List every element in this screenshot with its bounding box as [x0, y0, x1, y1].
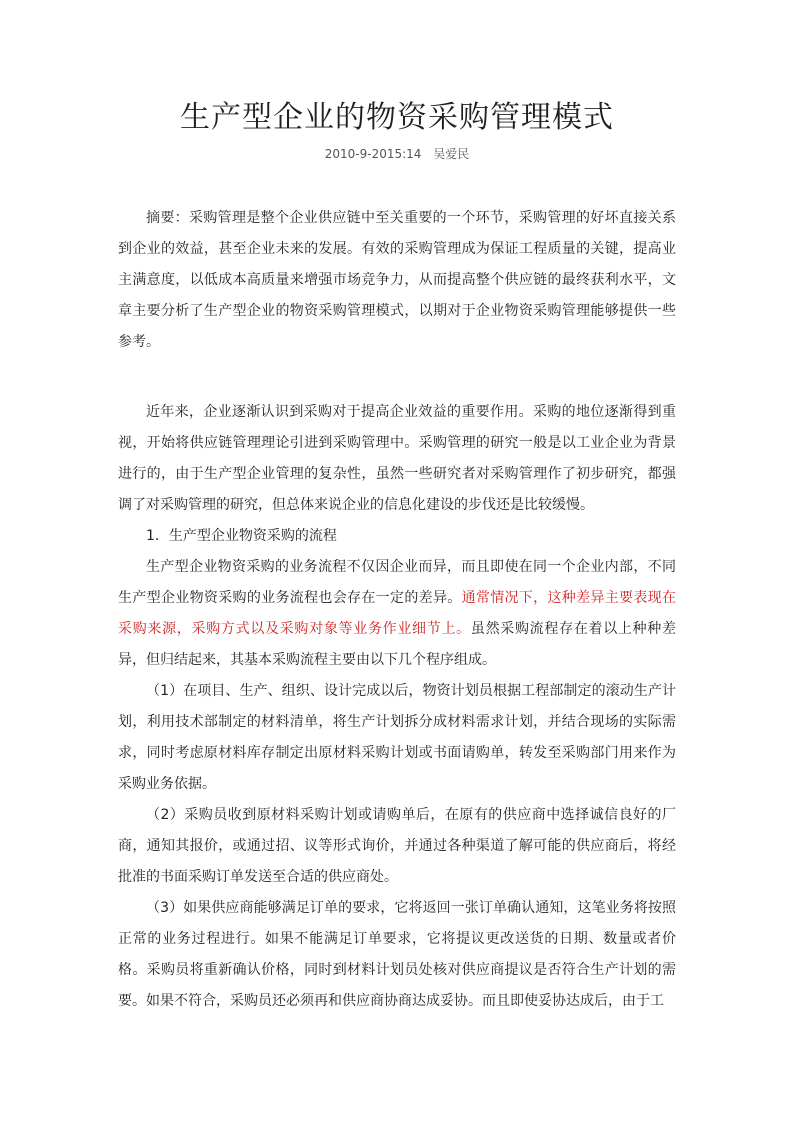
step-1-paragraph: （1）在项目、生产、组织、设计完成以后，物资计划员根据工程部制定的滚动生产计划，利用技术部制定的材料清单，将生产计划拆分成材料需求计划，并结合现场的实际需求，同时考虑原材料库存制定出原材料采购计划或书面请购单，转发至采购部门用来作为采购业务依据。: [118, 683, 676, 792]
step-3-paragraph: （3）如果供应商能够满足订单的要求，它将返回一张订单确认通知，这笔业务将按照正常的业务过程进行。如果不能满足订单要求，它将提议更改送货的日期、数量或者价格。采购员将重新确认价格，同时到材料计划员处核对供应商提议是否符合生产计划的需要。如果不符合，采购员还必须再和供应商协商达成妥协。而且即使妥协达成后，由于工: [118, 900, 676, 1009]
section-paragraph-text-after: 虽然采购流程存在着以上种种差异，但归结起来，其基本采购流程主要由以下几个程序组成。: [118, 621, 677, 668]
article-author: 吴爱民: [433, 147, 470, 161]
article-date: 2010-9-2015:14: [324, 147, 422, 161]
article-body: [118, 203, 676, 1017]
highlighted-text: 通常情况下，这种差异主要表现在采购来源，采购方式以及采购对象等业务作业细节上。: [118, 590, 676, 637]
intro-paragraph: 近年来，企业逐渐认识到采购对于提高企业效益的重要作用。采购的地位逐渐得到重视，开始将供应链管理理论引进到采购管理中。采购管理的研究一般是以工业企业为背景进行的，由于生产型企业管理的复杂性，虽然一些研究者对采购管理作了初步研究，都强调了对采购管理的研究，但总体来说企业的信息化建设的步伐还是比较缓慢。: [118, 404, 676, 513]
article-meta: [0, 145, 794, 163]
section-paragraph: [118, 552, 676, 676]
section-heading: 1．生产型企业物资采购的流程: [146, 528, 337, 544]
section-paragraph-text: 生产型企业物资采购的业务流程不仅因企业而异，而且即使在同一个企业内部，不同生产型企业物资采购的业务流程也会存在一定的差异。: [118, 559, 676, 606]
section-spacer: [118, 358, 676, 397]
article-title: 生产型企业的物资采购管理模式: [180, 100, 614, 135]
abstract-paragraph: 摘要：采购管理是整个企业供应链中至关重要的一个环节，采购管理的好坏直接关系到企业的效益，甚至企业未来的发展。有效的采购管理成为保证工程质量的关键，提高业主满意度，以低成本高质量来增强市场竞争力，从而提高整个供应链的最终获利水平，文章主要分析了生产型企业的物资采购管理模式，以期对于企业物资采购管理能够提供一些参考。: [118, 210, 676, 350]
step-2-paragraph: （2）采购员收到原材料采购计划或请购单后，在原有的供应商中选择诚信良好的厂商，通知其报价，或通过招、议等形式询价，并通过各种渠道了解可能的供应商后，将经批准的书面采购订单发送至合适的供应商处。: [118, 807, 676, 885]
